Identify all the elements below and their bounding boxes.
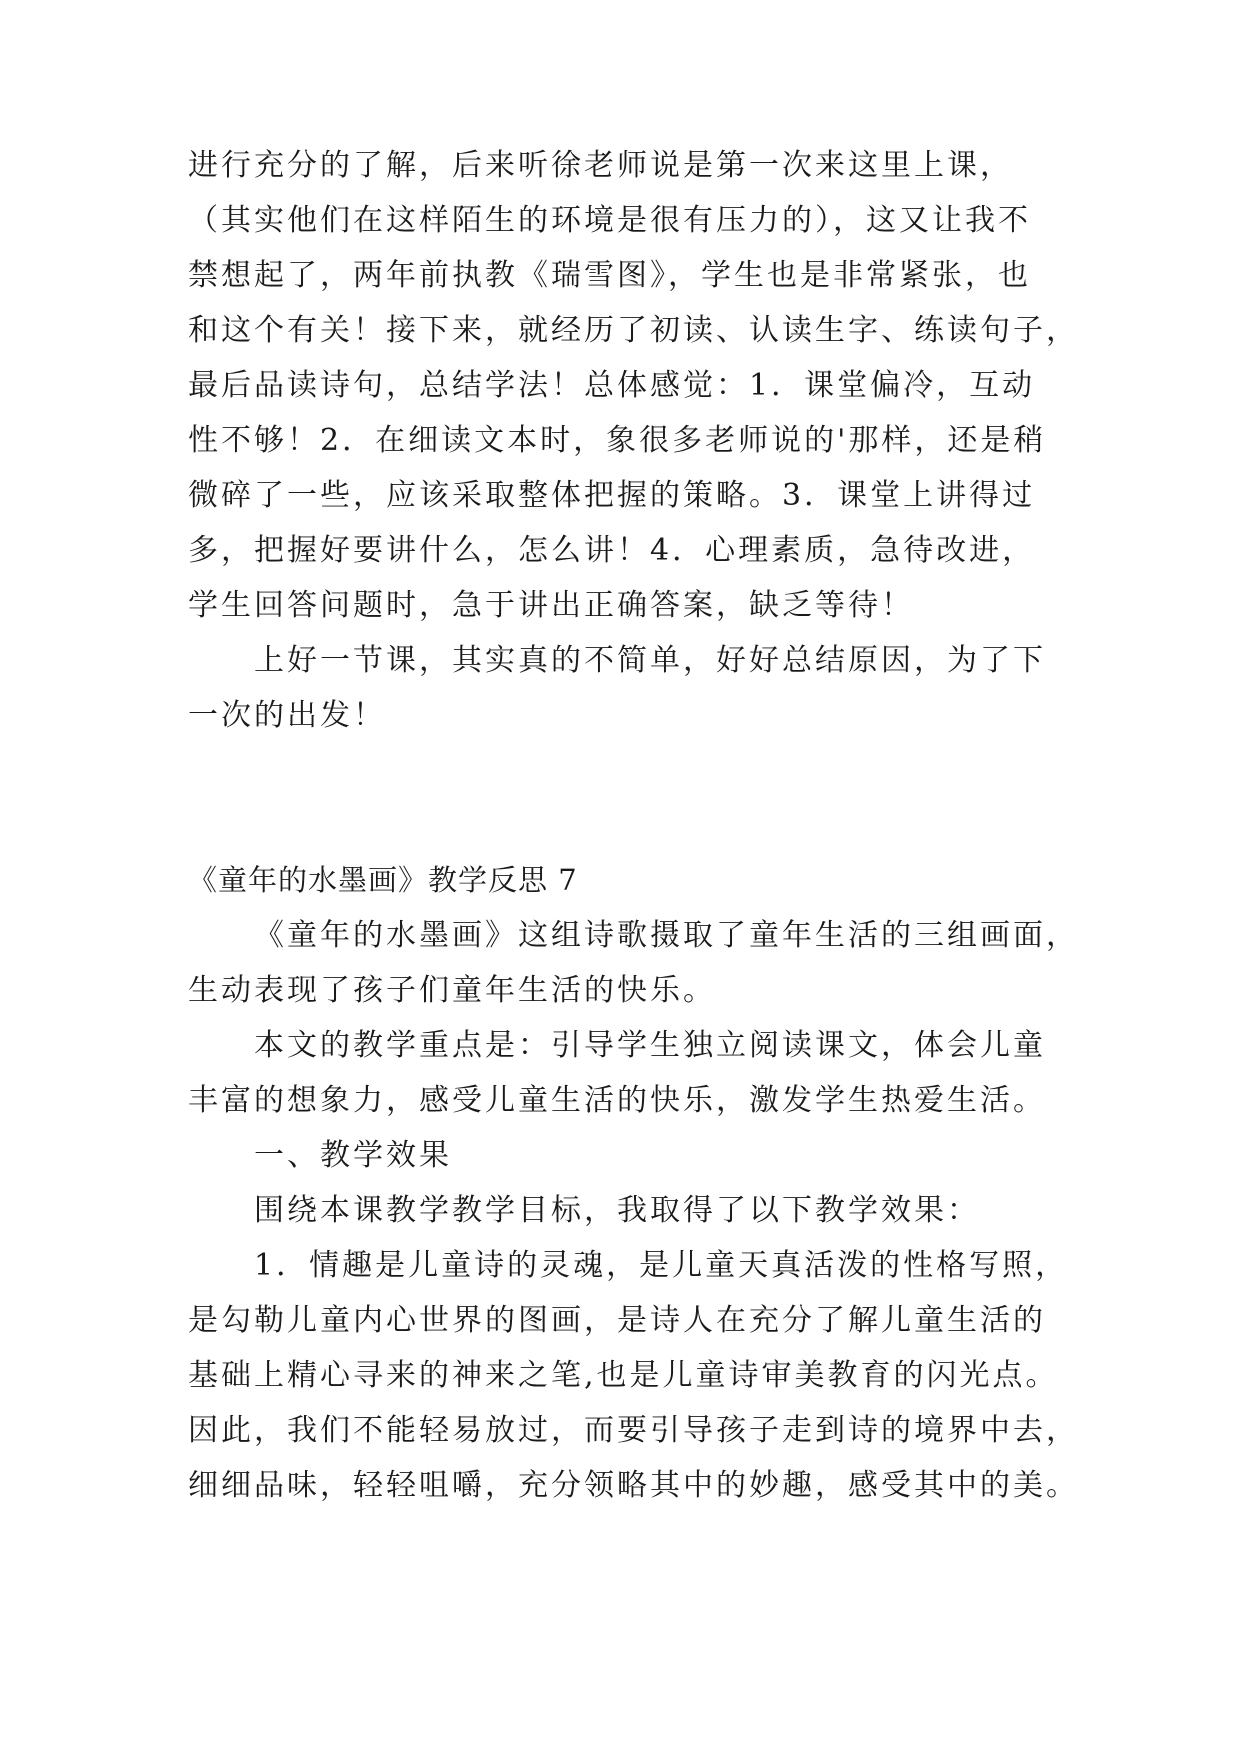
text-line: 和这个有关！接下来，就经历了初读、认读生字、练读句子， bbox=[188, 313, 1079, 348]
subheading: 一、教学效果 bbox=[254, 1138, 452, 1173]
paragraph-first-line: 《童年的水墨画》这组诗歌摄取了童年生活的三组画面， bbox=[254, 918, 1079, 953]
text-line: 微碎了一些，应该采取整体把握的策略。3．课堂上讲得过 bbox=[188, 478, 1036, 513]
text-line: 最后品读诗句，总结学法！总体感觉：1．课堂偏冷，互动 bbox=[188, 368, 1036, 403]
text-line: 性不够！2．在细读文本时，象很多老师说的'那样，还是稍 bbox=[188, 423, 1047, 458]
text-line: 多，把握好要讲什么，怎么讲！4．心理素质，急待改进， bbox=[188, 533, 1036, 568]
text-line: 学生回答问题时，急于讲出正确答案，缺乏等待！ bbox=[188, 588, 914, 623]
text-line: 进行充分的了解，后来听徐老师说是第一次来这里上课， bbox=[188, 148, 1013, 183]
document-page bbox=[188, 138, 1079, 1513]
section-heading: 《童年的水墨画》教学反思 7 bbox=[188, 863, 578, 897]
paragraph-first-line: 本文的教学重点是：引导学生独立阅读课文，体会儿童 bbox=[254, 1028, 1046, 1063]
text-line: 禁想起了，两年前执教《瑞雪图》，学生也是非常紧张，也 bbox=[188, 258, 1031, 293]
paragraph-first-line: 1．情趣是儿童诗的灵魂，是儿童天真活泼的性格写照， bbox=[254, 1248, 1069, 1283]
text-line: 一次的出发！ bbox=[188, 698, 386, 733]
paragraph-first-line: 围绕本课教学教学目标，我取得了以下教学效果： bbox=[254, 1193, 980, 1228]
text-line: 丰富的想象力，感受儿童生活的快乐，激发学生热爱生活。 bbox=[188, 1083, 1046, 1118]
text-line: 是勾勒儿童内心世界的图画，是诗人在充分了解儿童生活的 bbox=[188, 1303, 1046, 1338]
text-line: 生动表现了孩子们童年生活的快乐。 bbox=[188, 973, 716, 1008]
text-line: 因此，我们不能轻易放过，而要引导孩子走到诗的境界中去， bbox=[188, 1413, 1079, 1448]
paragraph-first-line: 上好一节课，其实真的不简单，好好总结原因，为了下 bbox=[254, 643, 1046, 678]
paragraph-gap bbox=[188, 743, 1068, 853]
text-line: （其实他们在这样陌生的环境是很有压力的），这又让我不 bbox=[188, 203, 1031, 238]
text-line: 基础上精心寻来的神来之笔,也是儿童诗审美教育的闪光点。 bbox=[188, 1358, 1059, 1393]
text-line: 细细品味，轻轻咀嚼，充分领略其中的妙趣，感受其中的美。 bbox=[188, 1468, 1079, 1503]
